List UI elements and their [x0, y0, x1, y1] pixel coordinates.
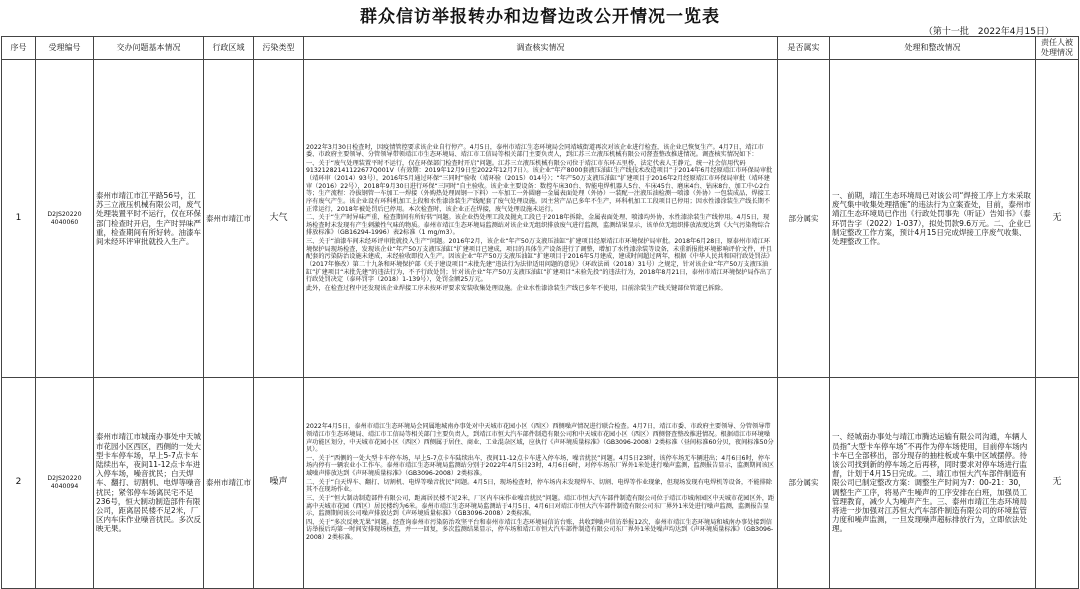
investigation-paragraph: 三、关于“恒大制动制造部件有限公司，距离居民楼不足2米，厂区内车床作业噪音扰民”问题。靖江市恒大汽车部件制造有限公司位于靖江市城南园区中天城市花园区外，距离中天城市花园（西区）居民楼约为6米。泰州市靖江生态环境局监测站于4月5日、4月6日对靖江市恒大汽车部件制造有限公司东厂界外1米处进行噪声监测，监测报告显示，监测期间该公司噪声排放达到《声环境质量标准》（GB3096-2008）2类标准。 — [306, 494, 775, 518]
cell-region: 泰州市靖江市 — [204, 60, 254, 378]
investigation-paragraph: 一、关于“废气处理装置平时不运行，仅在环保部门检查时开启”问题。江苏三立液压机械有限公司位于靖江市东环五里桥，法定代表人王静元，统一社会信用代码91321282141122677Q001V（有效期：2019年12月9日至2022年12月7日）。该企业“年产8000套液压油缸生产线技术改造项目”于2014年6月经原靖江市环保局审批（靖环审（2014）93号），2016年5月通过环保“三同时”验收（靖环验（2015）014号）；“年产50万支液压油缸”扩建项目于2016年2月经原靖江市环保局审批（靖环建审（2016）22号），2018年9月30日进行环保“三同时”自主验收。该企业主要设备：数控车床30台、智能电焊机器人5台、车床45台、磨床4台、钻床8台、加工中心2台等；生产流程：冷拔钢管一车加工一焊接（外购热处理固钢一下料）一车加工一外圆磨一金属表面处理（外协）一装配一注液压油检测一喷漆（外协）一包装成品，焊接工序有废气产生。该企业设有环科机加工上段和水性漆涂装生产线配套了废气处理设施。因主营产品已多年不生产，环科机加工工段项目已停用；因水性漆涂装生产线长期不正常运行，2018年被处罚后已停用。本次检查时，该企业正在焊接，废气处理设施未运行。 — [306, 159, 773, 213]
cell-verified: 部分属实 — [778, 378, 830, 589]
cell-problem: 泰州市靖江市城南办事处中天城市花园小区西区，西侧的一处大型卡车停车场，早上5-7点卡车陆续出车，夜间11-12点卡车进入停车场，噪音扰民；白天焊车、翻打、切割机、电焊等噪音扰民；紧邻停车场离民宅不足236号，恒大制动制造部件有限公司，距离居民楼不足2米，厂区内车床作业噪音扰民。多次反映无果。 — [94, 378, 204, 589]
header-handling: 处理和整改情况 — [830, 37, 1036, 60]
investigation-paragraph: 三、关于“油漆车间未经环评审批就投入生产”问题。2016年2月，该企业“年产50万支液压油缸”扩建项目经原靖江市环境保护局审批。2018年6月28日，原泰州市靖江环境保护局现场检查，发现该企业“年产50万支液压油缸”扩建项目已建成，项目的具体生产设备进行了调整，增加了水性漆涂装等设备，未重新报批环境影响评价文件，并且配套的污染防治设施未建成，未经验收即投入生产。因该企业“年产50万支液压油缸”扩建项目于2016年5月建成，建成时间超过两年，根据《中华人民共和国行政处罚法》（2017年修改）第二十九条和环境保护部《关于建设项目“未批先建”违法行为法律适用问题的意见》（环政法函（2018）31号）之规定，针对该企业“年产50万支液压油缸”扩建项目“未批先建”的违法行为，不予行政处罚；针对该企业“年产50万支液压油缸”扩建项目“未验先投”的违法行为，2018年8月21日，泰州市靖江环境保护局作出了行政处罚决定（泰环罚字（2018）1-139号），处罚金额25万元。 — [306, 238, 774, 284]
table-header-row — [2, 37, 1079, 60]
header-id: 受理编号 — [36, 37, 94, 60]
cell-verified: 部分属实 — [778, 60, 830, 378]
cell-pollution: 噪声 — [254, 378, 304, 589]
report-table — [1, 36, 1079, 589]
cell-id: D2JS20220 4040094 — [36, 378, 94, 589]
header-investigation: 调查核实情况 — [304, 37, 778, 60]
investigation-paragraph: 一、关于“西侧的一处大型卡车停车场，早上5-7点卡车陆续出车，夜间11-12点卡车进入停车场，噪音扰民”问题。4月5日23时，该停车场无车辆进出；4月6日6时，停车场内停有一辆农业小工作车。泰州市靖江生态环境局监测站分别于2022年4月5日23时，4月6日6时，对停车场东厂界外1米处进行噪声监测，监测报告显示，监测期间该区域噪声排放达到《声环境质量标准》（GB3096-2008）2类标准。 — [306, 454, 774, 478]
header-region: 行政区域 — [204, 37, 254, 60]
header-problem: 交办问题基本情况 — [94, 37, 204, 60]
page-title: 群众信访举报转办和边督边改公开情况一览表 — [360, 7, 720, 27]
cell-investigation — [304, 60, 778, 378]
investigation-paragraph: 二、关于“白天焊车、翻打、切割机、电焊等噪音扰民”问题。4月5日，现场检查时，停车场内未发现焊车、切割、电焊等作业现象，但现场发现有电焊机等设备，不能排除其不在现场作业。 — [306, 478, 772, 494]
batch-info: （第十一批 2022年4月15日） — [923, 27, 1054, 37]
investigation-paragraph: 2022年3月30日检查时，因疫情管控要求该企业自行停产。4月5日，泰州市靖江生态环境局会同靖城街道再次对该企业进行检查，该企业已恢复生产。4月7日，靖江市委、市政府主要领导、分管领导带领靖江市生态环境局、靖江市工信局等相关部门主要负责人，到江苏三立液压机械有限公司督查整改推进情况。调查核实情况如下： — [306, 143, 764, 159]
cell-id: D2JS20220 4040060 — [36, 60, 94, 378]
cell-pollution: 大气 — [254, 60, 304, 378]
cell-handling: 一、经城南办事处与靖江市腾达运输有限公司沟通，车辆人员指“大型卡车停车场”不再作为停车场使用，目前停车场内卡车已全部移出，部分现存的抽柱板或车集中区域摆停。待该公司找到新的停车场之后再移，同时要求对停车场进行监督，计划于4月15日完成。二、靖江市恒大汽车部件制造有限公司已制定整改方案：调整生产时间为7：00-21：30，调整生产工序，将易产生噪声的工序安排在白班，加强员工管理教育，减少人为噪声产生。三、泰州市靖江生态环境局将进一步加强对江苏恒大汽车部件制造有限公司的环境监管力度和噪声监测，一旦发现噪声超标排放行为，立即依法处理。 — [830, 378, 1036, 589]
header-seq: 序号 — [2, 37, 36, 60]
header-verified: 是否属实 — [778, 37, 830, 60]
cell-seq: 1 — [2, 60, 36, 378]
table-row — [2, 378, 1079, 589]
cell-problem: 泰州市靖江市江平路56号，江苏三立液压机械有限公司，废气处理装置平时不运行，仅在环保部门检查时开启，生产时异味严重，检查期间有所好转。油漆车间未经环评审批就投入生产。 — [94, 60, 204, 378]
cell-accountable: 无 — [1036, 60, 1079, 378]
investigation-paragraph: 四、关于“多次反映无果”问题。经查询泰州市污染防治攻坚平台和泰州市靖江生态环境局信访台账，共收到噪声信访举报12次，泰州市靖江生态环境局和城南办事处接到信访举报后均第一时间安排现场核查，并一一回复，多次监测结果显示，停车场和靖江市恒大汽车部件制造有限公司东厂界外1米处噪声均达到《声环境质量标准》（GB3096-2008）2类标准。 — [306, 518, 774, 542]
cell-investigation — [304, 378, 778, 589]
header-pollution: 污染类型 — [254, 37, 304, 60]
investigation-paragraph: 2022年4月5日，泰州市靖江生态环境局会同属地城南办事处对中天城市花园小区（西区）西侧噪声情况进行联合检查。4月7日，靖江市委、市政府主要领导、分管领导带领靖江市生态环境局、靖江市工信局等相关部门主要负责人，到靖江市恒大汽车部件制造有限公司和中天城市花园小区（西区）西侧督查整改推进情况。根据靖江市环境噪声功能区划分，中天城市花园小区（西区）西侧属于居住、商业、工业混杂区域，应执行《声环境质量标准》（GB3096-2008）2类标准（昼间标准60分贝，夜间标准50分贝）。 — [306, 423, 774, 454]
table-row — [2, 60, 1079, 378]
cell-accountable: 无 — [1036, 378, 1079, 589]
header-accountable: 责任人被处理情况 — [1036, 37, 1079, 60]
cell-handling: 一、前期，靖江生态环境局已对该公司“焊接工序上方未采取废气集中收集处理措施”的违法行为立案查处，目前，泰州市靖江生态环境局已作出《行政处罚事先（听证）告知书》（泰环罚告字（2022）1-037），拟处罚款9.6万元。二、企业已制定整改工作方案，预计4月15日完成焊接工序废气收集、处理整改工作。 — [830, 60, 1036, 378]
cell-seq: 2 — [2, 378, 36, 589]
cell-region: 泰州市靖江市 — [204, 378, 254, 589]
investigation-paragraph: 二、关于“生产时异味严重，检查期间有所好转”问题。该企业热处理工段及抛丸工段已于2018年拆除，金属表面处理、喷漆均外协，水性漆涂装生产线停用。4月5日，现场检查时未发现有产生刺激性气味的物质。泰州市靖江生态环境局监测站对该企业无组织排放废气进行监测，监测结果显示，该单位无组织排放浓度达到《大气污染物综合排放标准》（GB16294-1996）表2标准（1 mg/m3）。 — [306, 214, 771, 237]
investigation-paragraph: 此外，在检查过程中还发现该企业焊接工序未按环评要求安装收集处理设施。企业水性漆涂装生产线已多年不使用，目前涂装生产线关键部位管道已拆除。 — [306, 284, 727, 292]
